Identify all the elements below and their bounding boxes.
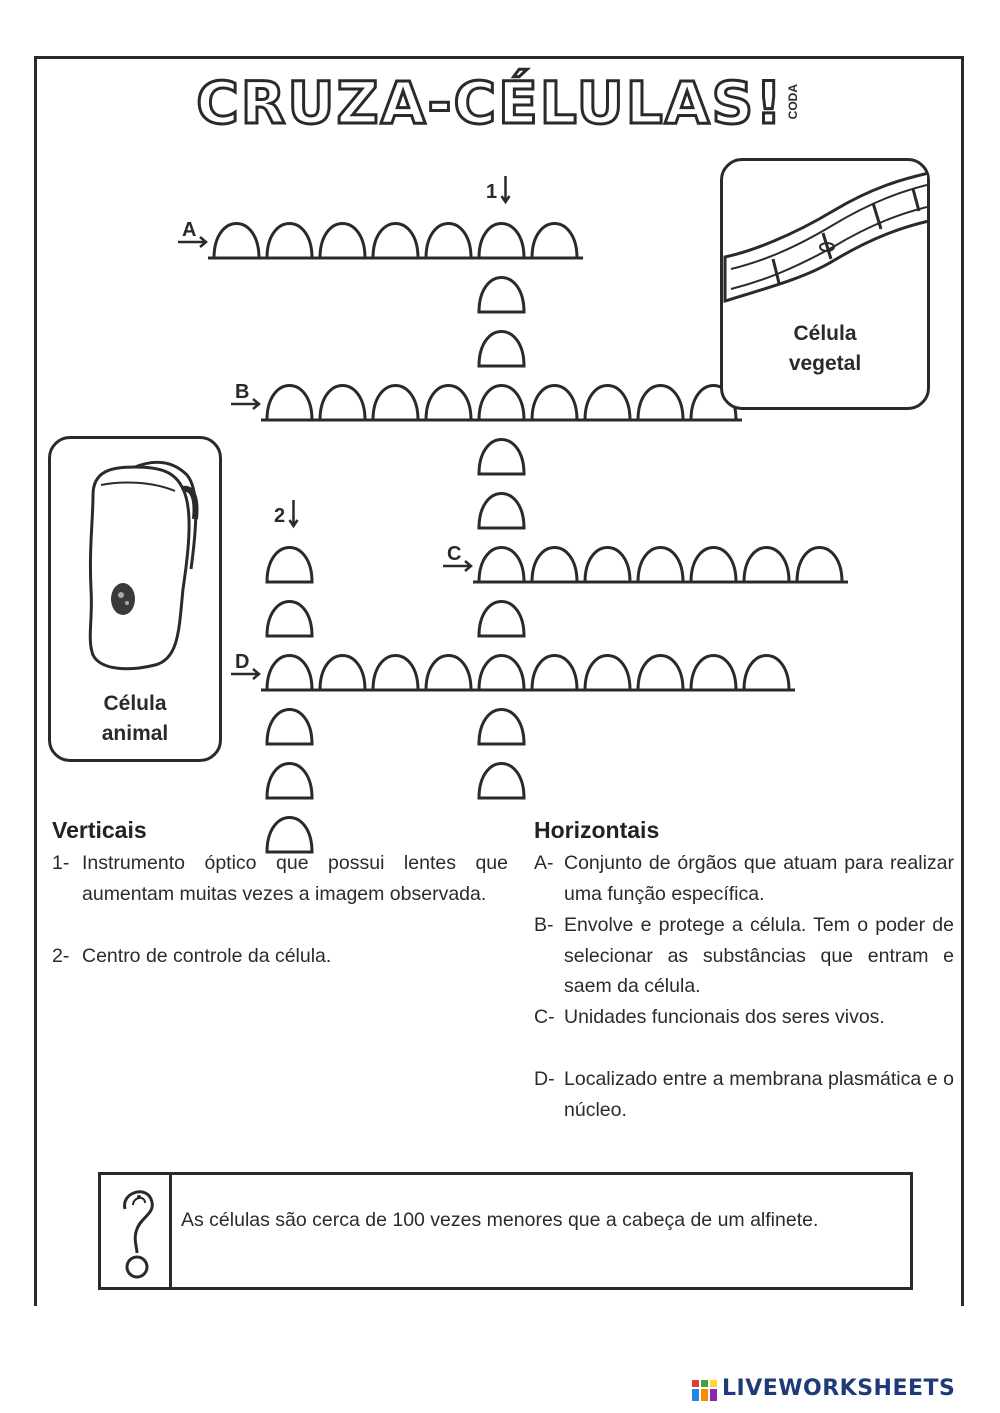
- crossword-cell[interactable]: [691, 548, 736, 583]
- clue-horizontal-d: [534, 1064, 954, 1126]
- across-label-b: B: [235, 381, 250, 403]
- crossword-cell[interactable]: [214, 224, 259, 259]
- crossword-cell[interactable]: [638, 386, 683, 421]
- clue-number: 1-: [52, 852, 70, 874]
- crossword-cell[interactable]: [267, 656, 312, 691]
- clue-horizontal-a: [534, 848, 954, 910]
- crossword-cell[interactable]: [479, 332, 524, 367]
- crossword-cell[interactable]: [479, 656, 524, 691]
- question-mark-icon: [103, 1175, 167, 1287]
- crossword-cell[interactable]: [532, 548, 577, 583]
- crossword-cell[interactable]: [532, 386, 577, 421]
- crossword-cell[interactable]: [744, 656, 789, 691]
- crossword-cell[interactable]: [532, 656, 577, 691]
- title-tag: CODA: [786, 84, 800, 120]
- crossword-cell[interactable]: [744, 548, 789, 583]
- crossword-cell[interactable]: [479, 764, 524, 799]
- crossword-cell[interactable]: [426, 386, 471, 421]
- crossword-cell[interactable]: [320, 224, 365, 259]
- plant-cell-caption-line1: Célula: [793, 322, 857, 345]
- crossword-cell[interactable]: [320, 386, 365, 421]
- crossword-cell[interactable]: [426, 224, 471, 259]
- liveworksheets-logo-icon: [692, 1380, 718, 1402]
- arrow-down-icon: [502, 176, 510, 202]
- clue-horizontal-c: [534, 1002, 954, 1064]
- crossword-cell[interactable]: [373, 656, 418, 691]
- crossword-cell[interactable]: [479, 602, 524, 637]
- crossword-cell[interactable]: [585, 548, 630, 583]
- crossword-cell[interactable]: [532, 224, 577, 259]
- clue-vertical-1: [52, 848, 508, 940]
- plant-cell-illustration: [723, 161, 927, 321]
- clue-number: D-: [534, 1068, 555, 1090]
- plant-cell-caption-line2: vegetal: [788, 352, 862, 375]
- plant-cell-caption: [723, 319, 927, 379]
- across-label-d: D: [235, 651, 250, 673]
- crossword-cell[interactable]: [267, 602, 312, 637]
- clue-text: Instrumento óptico que possui lentes que aumentam muitas vezes a imagem observada.: [82, 852, 508, 905]
- title-text: CRUZA-CÉLULAS!: [196, 69, 784, 137]
- tip-divider: [169, 1175, 172, 1287]
- clue-number: 2-: [52, 945, 70, 967]
- arrow-down-icon: [290, 500, 298, 526]
- clue-number: B-: [534, 914, 554, 936]
- crossword-cell[interactable]: [373, 224, 418, 259]
- crossword-cell[interactable]: [638, 548, 683, 583]
- across-label-a: A: [182, 219, 197, 241]
- crossword-cell[interactable]: [267, 818, 312, 853]
- brand-name: LIVEWORKSHEETS: [722, 1376, 956, 1401]
- crossword-cell[interactable]: [797, 548, 842, 583]
- clue-number: C-: [534, 1006, 555, 1028]
- clue-text: Unidades funcionais dos seres vivos.: [564, 1006, 885, 1028]
- animal-cell-caption-line1: Célula: [103, 692, 167, 715]
- clue-number: A-: [534, 852, 554, 874]
- crossword-cell[interactable]: [267, 710, 312, 745]
- fun-fact-text: As células são cerca de 100 vezes menores que a cabeça de um alfinete.: [181, 1209, 819, 1231]
- crossword-cell[interactable]: [479, 224, 524, 259]
- crossword-cell[interactable]: [373, 386, 418, 421]
- down-label-2: 2: [273, 505, 286, 527]
- crossword-cell[interactable]: [479, 278, 524, 313]
- crossword-cell[interactable]: [479, 386, 524, 421]
- clue-text: Centro de controle da célula.: [82, 945, 332, 967]
- crossword-cell[interactable]: [479, 440, 524, 475]
- across-label-c: C: [447, 543, 462, 565]
- animal-cell-illustration: [51, 439, 219, 679]
- clue-text: Conjunto de órgãos que atuam para realizar uma função específica.: [564, 852, 954, 905]
- animal-cell-card: [48, 436, 222, 762]
- crossword-cell[interactable]: [426, 656, 471, 691]
- horizontais-heading: Horizontais: [534, 817, 660, 843]
- clue-vertical-2: [52, 941, 508, 973]
- crossword-cell[interactable]: [267, 224, 312, 259]
- crossword-cell[interactable]: [479, 494, 524, 529]
- clue-text: Localizado entre a membrana plasmática e o núcleo.: [564, 1068, 954, 1121]
- clue-horizontal-b: [534, 910, 954, 1002]
- crossword-cell[interactable]: [267, 386, 312, 421]
- animal-cell-caption-line2: animal: [101, 722, 169, 745]
- verticais-heading: Verticais: [52, 817, 147, 843]
- crossword-cell[interactable]: [691, 656, 736, 691]
- plant-cell-card: [720, 158, 930, 410]
- crossword-cell[interactable]: [267, 548, 312, 583]
- crossword-cell[interactable]: [638, 656, 683, 691]
- crossword-cell[interactable]: [479, 710, 524, 745]
- crossword-cell[interactable]: [585, 386, 630, 421]
- crossword-cell[interactable]: [320, 656, 365, 691]
- clue-text: Envolve e protege a célula. Tem o poder de selecionar as substâncias que entram e saem da célula.: [564, 914, 954, 997]
- animal-cell-caption: [51, 689, 219, 749]
- crossword-cell[interactable]: [267, 764, 312, 799]
- crossword-cell[interactable]: [585, 656, 630, 691]
- fun-fact-box: [98, 1172, 913, 1290]
- down-label-1: 1: [485, 181, 498, 203]
- crossword-cell[interactable]: [479, 548, 524, 583]
